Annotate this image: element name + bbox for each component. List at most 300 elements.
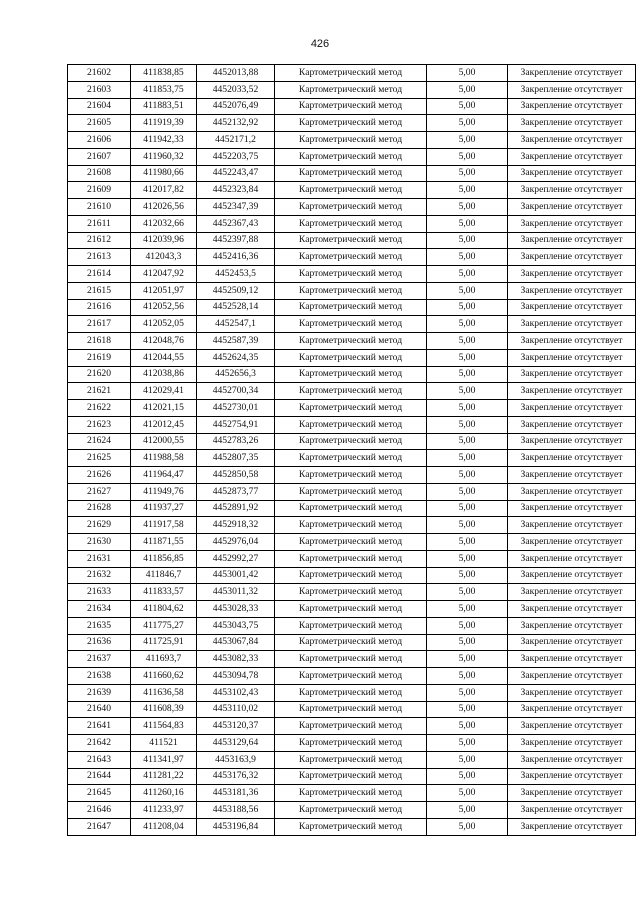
coordinates-table-body xyxy=(68,65,636,836)
accuracy-cell: 5,00 xyxy=(427,785,508,802)
y-coordinate-cell: 4453094,78 xyxy=(197,668,275,685)
x-coordinate-cell: 411838,85 xyxy=(131,65,197,82)
accuracy-cell: 5,00 xyxy=(427,751,508,768)
accuracy-cell: 5,00 xyxy=(427,400,508,417)
table-row xyxy=(68,65,636,82)
marking-cell: Закрепление отсутствует xyxy=(508,785,636,802)
marking-cell: Закрепление отсутствует xyxy=(508,199,636,216)
point-number-cell: 21626 xyxy=(68,467,131,484)
point-number-cell: 21629 xyxy=(68,517,131,534)
marking-cell: Закрепление отсутствует xyxy=(508,500,636,517)
accuracy-cell: 5,00 xyxy=(427,534,508,551)
x-coordinate-cell: 411919,39 xyxy=(131,115,197,132)
point-number-cell: 21637 xyxy=(68,651,131,668)
method-cell: Картометрический метод xyxy=(275,299,427,316)
method-cell: Картометрический метод xyxy=(275,366,427,383)
point-number-cell: 21605 xyxy=(68,115,131,132)
accuracy-cell: 5,00 xyxy=(427,115,508,132)
x-coordinate-cell: 411208,04 xyxy=(131,818,197,835)
y-coordinate-cell: 4452033,52 xyxy=(197,81,275,98)
x-coordinate-cell: 411964,47 xyxy=(131,467,197,484)
accuracy-cell: 5,00 xyxy=(427,450,508,467)
table-row xyxy=(68,383,636,400)
table-row xyxy=(68,416,636,433)
y-coordinate-cell: 4453043,75 xyxy=(197,617,275,634)
x-coordinate-cell: 412052,05 xyxy=(131,316,197,333)
method-cell: Картометрический метод xyxy=(275,132,427,149)
marking-cell: Закрепление отсутствует xyxy=(508,115,636,132)
accuracy-cell: 5,00 xyxy=(427,232,508,249)
method-cell: Картометрический метод xyxy=(275,249,427,266)
y-coordinate-cell: 4452347,39 xyxy=(197,199,275,216)
marking-cell: Закрепление отсутствует xyxy=(508,751,636,768)
method-cell: Картометрический метод xyxy=(275,182,427,199)
x-coordinate-cell: 411917,58 xyxy=(131,517,197,534)
marking-cell: Закрепление отсутствует xyxy=(508,584,636,601)
y-coordinate-cell: 4452587,39 xyxy=(197,333,275,350)
table-row xyxy=(68,333,636,350)
method-cell: Картометрический метод xyxy=(275,416,427,433)
table-row xyxy=(68,684,636,701)
point-number-cell: 21609 xyxy=(68,182,131,199)
x-coordinate-cell: 412000,55 xyxy=(131,433,197,450)
x-coordinate-cell: 411260,16 xyxy=(131,785,197,802)
y-coordinate-cell: 4452397,88 xyxy=(197,232,275,249)
y-coordinate-cell: 4453082,33 xyxy=(197,651,275,668)
method-cell: Картометрический метод xyxy=(275,349,427,366)
point-number-cell: 21622 xyxy=(68,400,131,417)
marking-cell: Закрепление отсутствует xyxy=(508,684,636,701)
y-coordinate-cell: 4452453,5 xyxy=(197,266,275,283)
method-cell: Картометрический метод xyxy=(275,383,427,400)
accuracy-cell: 5,00 xyxy=(427,266,508,283)
method-cell: Картометрический метод xyxy=(275,751,427,768)
accuracy-cell: 5,00 xyxy=(427,249,508,266)
point-number-cell: 21632 xyxy=(68,567,131,584)
y-coordinate-cell: 4452891,92 xyxy=(197,500,275,517)
method-cell: Картометрический метод xyxy=(275,517,427,534)
point-number-cell: 21617 xyxy=(68,316,131,333)
method-cell: Картометрический метод xyxy=(275,802,427,819)
point-number-cell: 21604 xyxy=(68,98,131,115)
point-number-cell: 21610 xyxy=(68,199,131,216)
table-row xyxy=(68,467,636,484)
point-number-cell: 21620 xyxy=(68,366,131,383)
table-row xyxy=(68,584,636,601)
marking-cell: Закрепление отсутствует xyxy=(508,818,636,835)
point-number-cell: 21606 xyxy=(68,132,131,149)
marking-cell: Закрепление отсутствует xyxy=(508,567,636,584)
y-coordinate-cell: 4452416,36 xyxy=(197,249,275,266)
accuracy-cell: 5,00 xyxy=(427,467,508,484)
marking-cell: Закрепление отсутствует xyxy=(508,550,636,567)
y-coordinate-cell: 4452754,91 xyxy=(197,416,275,433)
point-number-cell: 21639 xyxy=(68,684,131,701)
table-row xyxy=(68,81,636,98)
table-row xyxy=(68,802,636,819)
point-number-cell: 21645 xyxy=(68,785,131,802)
x-coordinate-cell: 412043,3 xyxy=(131,249,197,266)
x-coordinate-cell: 411608,39 xyxy=(131,701,197,718)
coordinates-table xyxy=(67,64,636,836)
point-number-cell: 21647 xyxy=(68,818,131,835)
point-number-cell: 21627 xyxy=(68,483,131,500)
method-cell: Картометрический метод xyxy=(275,148,427,165)
marking-cell: Закрепление отсутствует xyxy=(508,517,636,534)
x-coordinate-cell: 412029,41 xyxy=(131,383,197,400)
table-row xyxy=(68,165,636,182)
y-coordinate-cell: 4453102,43 xyxy=(197,684,275,701)
y-coordinate-cell: 4452547,1 xyxy=(197,316,275,333)
y-coordinate-cell: 4453176,32 xyxy=(197,768,275,785)
accuracy-cell: 5,00 xyxy=(427,718,508,735)
marking-cell: Закрепление отсутствует xyxy=(508,215,636,232)
marking-cell: Закрепление отсутствует xyxy=(508,534,636,551)
method-cell: Картометрический метод xyxy=(275,165,427,182)
table-row xyxy=(68,199,636,216)
accuracy-cell: 5,00 xyxy=(427,567,508,584)
marking-cell: Закрепление отсутствует xyxy=(508,735,636,752)
y-coordinate-cell: 4453163,9 xyxy=(197,751,275,768)
x-coordinate-cell: 411988,58 xyxy=(131,450,197,467)
method-cell: Картометрический метод xyxy=(275,232,427,249)
point-number-cell: 21623 xyxy=(68,416,131,433)
table-row xyxy=(68,316,636,333)
accuracy-cell: 5,00 xyxy=(427,617,508,634)
point-number-cell: 21619 xyxy=(68,349,131,366)
y-coordinate-cell: 4453129,64 xyxy=(197,735,275,752)
y-coordinate-cell: 4453001,42 xyxy=(197,567,275,584)
x-coordinate-cell: 412048,76 xyxy=(131,333,197,350)
method-cell: Картометрический метод xyxy=(275,735,427,752)
method-cell: Картометрический метод xyxy=(275,500,427,517)
marking-cell: Закрепление отсутствует xyxy=(508,232,636,249)
accuracy-cell: 5,00 xyxy=(427,282,508,299)
table-row xyxy=(68,668,636,685)
x-coordinate-cell: 411521 xyxy=(131,735,197,752)
point-number-cell: 21621 xyxy=(68,383,131,400)
method-cell: Картометрический метод xyxy=(275,467,427,484)
table-row xyxy=(68,634,636,651)
accuracy-cell: 5,00 xyxy=(427,818,508,835)
x-coordinate-cell: 412012,45 xyxy=(131,416,197,433)
accuracy-cell: 5,00 xyxy=(427,433,508,450)
table-row xyxy=(68,818,636,835)
x-coordinate-cell: 412052,56 xyxy=(131,299,197,316)
method-cell: Картометрический метод xyxy=(275,65,427,82)
x-coordinate-cell: 411833,57 xyxy=(131,584,197,601)
marking-cell: Закрепление отсутствует xyxy=(508,182,636,199)
marking-cell: Закрепление отсутствует xyxy=(508,634,636,651)
table-row xyxy=(68,500,636,517)
accuracy-cell: 5,00 xyxy=(427,132,508,149)
method-cell: Картометрический метод xyxy=(275,567,427,584)
x-coordinate-cell: 411942,33 xyxy=(131,132,197,149)
table-row xyxy=(68,534,636,551)
table-row xyxy=(68,249,636,266)
x-coordinate-cell: 411804,62 xyxy=(131,601,197,618)
marking-cell: Закрепление отсутствует xyxy=(508,701,636,718)
point-number-cell: 21625 xyxy=(68,450,131,467)
y-coordinate-cell: 4452873,77 xyxy=(197,483,275,500)
point-number-cell: 21603 xyxy=(68,81,131,98)
x-coordinate-cell: 411871,55 xyxy=(131,534,197,551)
accuracy-cell: 5,00 xyxy=(427,668,508,685)
marking-cell: Закрепление отсутствует xyxy=(508,299,636,316)
method-cell: Картометрический метод xyxy=(275,818,427,835)
table-row xyxy=(68,718,636,735)
marking-cell: Закрепление отсутствует xyxy=(508,132,636,149)
marking-cell: Закрепление отсутствует xyxy=(508,802,636,819)
method-cell: Картометрический метод xyxy=(275,668,427,685)
table-row xyxy=(68,751,636,768)
method-cell: Картометрический метод xyxy=(275,433,427,450)
x-coordinate-cell: 411636,58 xyxy=(131,684,197,701)
marking-cell: Закрепление отсутствует xyxy=(508,416,636,433)
method-cell: Картометрический метод xyxy=(275,701,427,718)
x-coordinate-cell: 412026,56 xyxy=(131,199,197,216)
table-row xyxy=(68,785,636,802)
point-number-cell: 21644 xyxy=(68,768,131,785)
method-cell: Картометрический метод xyxy=(275,534,427,551)
table-row xyxy=(68,768,636,785)
point-number-cell: 21641 xyxy=(68,718,131,735)
method-cell: Картометрический метод xyxy=(275,81,427,98)
marking-cell: Закрепление отсутствует xyxy=(508,768,636,785)
table-row xyxy=(68,617,636,634)
accuracy-cell: 5,00 xyxy=(427,500,508,517)
y-coordinate-cell: 4452976,04 xyxy=(197,534,275,551)
marking-cell: Закрепление отсутствует xyxy=(508,249,636,266)
accuracy-cell: 5,00 xyxy=(427,634,508,651)
method-cell: Картометрический метод xyxy=(275,651,427,668)
accuracy-cell: 5,00 xyxy=(427,802,508,819)
marking-cell: Закрепление отсутствует xyxy=(508,333,636,350)
table-row xyxy=(68,567,636,584)
method-cell: Картометрический метод xyxy=(275,282,427,299)
accuracy-cell: 5,00 xyxy=(427,65,508,82)
accuracy-cell: 5,00 xyxy=(427,517,508,534)
table-row xyxy=(68,483,636,500)
y-coordinate-cell: 4452132,92 xyxy=(197,115,275,132)
point-number-cell: 21613 xyxy=(68,249,131,266)
accuracy-cell: 5,00 xyxy=(427,333,508,350)
point-number-cell: 21643 xyxy=(68,751,131,768)
method-cell: Картометрический метод xyxy=(275,199,427,216)
marking-cell: Закрепление отсутствует xyxy=(508,148,636,165)
accuracy-cell: 5,00 xyxy=(427,483,508,500)
marking-cell: Закрепление отсутствует xyxy=(508,400,636,417)
y-coordinate-cell: 4452323,84 xyxy=(197,182,275,199)
marking-cell: Закрепление отсутствует xyxy=(508,617,636,634)
x-coordinate-cell: 411564,83 xyxy=(131,718,197,735)
point-number-cell: 21624 xyxy=(68,433,131,450)
marking-cell: Закрепление отсутствует xyxy=(508,282,636,299)
x-coordinate-cell: 412044,55 xyxy=(131,349,197,366)
table-row xyxy=(68,450,636,467)
x-coordinate-cell: 412032,66 xyxy=(131,215,197,232)
page-number: 426 xyxy=(310,38,330,50)
method-cell: Картометрический метод xyxy=(275,316,427,333)
method-cell: Картометрический метод xyxy=(275,584,427,601)
marking-cell: Закрепление отсутствует xyxy=(508,433,636,450)
method-cell: Картометрический метод xyxy=(275,400,427,417)
y-coordinate-cell: 4452700,34 xyxy=(197,383,275,400)
x-coordinate-cell: 411846,7 xyxy=(131,567,197,584)
accuracy-cell: 5,00 xyxy=(427,651,508,668)
method-cell: Картометрический метод xyxy=(275,333,427,350)
table-row xyxy=(68,132,636,149)
x-coordinate-cell: 411233,97 xyxy=(131,802,197,819)
y-coordinate-cell: 4452171,2 xyxy=(197,132,275,149)
method-cell: Картометрический метод xyxy=(275,785,427,802)
point-number-cell: 21646 xyxy=(68,802,131,819)
method-cell: Картометрический метод xyxy=(275,601,427,618)
x-coordinate-cell: 412047,92 xyxy=(131,266,197,283)
accuracy-cell: 5,00 xyxy=(427,735,508,752)
accuracy-cell: 5,00 xyxy=(427,316,508,333)
y-coordinate-cell: 4452850,58 xyxy=(197,467,275,484)
x-coordinate-cell: 411693,7 xyxy=(131,651,197,668)
marking-cell: Закрепление отсутствует xyxy=(508,601,636,618)
x-coordinate-cell: 411775,27 xyxy=(131,617,197,634)
point-number-cell: 21634 xyxy=(68,601,131,618)
x-coordinate-cell: 412017,82 xyxy=(131,182,197,199)
accuracy-cell: 5,00 xyxy=(427,299,508,316)
table-row xyxy=(68,232,636,249)
marking-cell: Закрепление отсутствует xyxy=(508,651,636,668)
x-coordinate-cell: 412038,86 xyxy=(131,366,197,383)
marking-cell: Закрепление отсутствует xyxy=(508,366,636,383)
accuracy-cell: 5,00 xyxy=(427,383,508,400)
point-number-cell: 21638 xyxy=(68,668,131,685)
y-coordinate-cell: 4452807,35 xyxy=(197,450,275,467)
y-coordinate-cell: 4453188,56 xyxy=(197,802,275,819)
y-coordinate-cell: 4452076,49 xyxy=(197,98,275,115)
accuracy-cell: 5,00 xyxy=(427,81,508,98)
marking-cell: Закрепление отсутствует xyxy=(508,65,636,82)
y-coordinate-cell: 4453028,33 xyxy=(197,601,275,618)
accuracy-cell: 5,00 xyxy=(427,349,508,366)
marking-cell: Закрепление отсутствует xyxy=(508,98,636,115)
method-cell: Картометрический метод xyxy=(275,483,427,500)
point-number-cell: 21612 xyxy=(68,232,131,249)
marking-cell: Закрепление отсутствует xyxy=(508,718,636,735)
point-number-cell: 21611 xyxy=(68,215,131,232)
accuracy-cell: 5,00 xyxy=(427,768,508,785)
accuracy-cell: 5,00 xyxy=(427,550,508,567)
accuracy-cell: 5,00 xyxy=(427,366,508,383)
y-coordinate-cell: 4452013,88 xyxy=(197,65,275,82)
table-row xyxy=(68,299,636,316)
y-coordinate-cell: 4453120,37 xyxy=(197,718,275,735)
table-row xyxy=(68,349,636,366)
marking-cell: Закрепление отсутствует xyxy=(508,383,636,400)
table-row xyxy=(68,366,636,383)
accuracy-cell: 5,00 xyxy=(427,416,508,433)
x-coordinate-cell: 411853,75 xyxy=(131,81,197,98)
accuracy-cell: 5,00 xyxy=(427,215,508,232)
x-coordinate-cell: 411937,27 xyxy=(131,500,197,517)
point-number-cell: 21615 xyxy=(68,282,131,299)
point-number-cell: 21608 xyxy=(68,165,131,182)
point-number-cell: 21640 xyxy=(68,701,131,718)
table-row xyxy=(68,400,636,417)
method-cell: Картометрический метод xyxy=(275,768,427,785)
y-coordinate-cell: 4452243,47 xyxy=(197,165,275,182)
table-row xyxy=(68,651,636,668)
x-coordinate-cell: 411660,62 xyxy=(131,668,197,685)
point-number-cell: 21642 xyxy=(68,735,131,752)
point-number-cell: 21628 xyxy=(68,500,131,517)
table-row xyxy=(68,148,636,165)
method-cell: Картометрический метод xyxy=(275,617,427,634)
method-cell: Картометрический метод xyxy=(275,266,427,283)
x-coordinate-cell: 411883,51 xyxy=(131,98,197,115)
y-coordinate-cell: 4452656,3 xyxy=(197,366,275,383)
marking-cell: Закрепление отсутствует xyxy=(508,668,636,685)
point-number-cell: 21631 xyxy=(68,550,131,567)
point-number-cell: 21633 xyxy=(68,584,131,601)
marking-cell: Закрепление отсутствует xyxy=(508,165,636,182)
y-coordinate-cell: 4453110,02 xyxy=(197,701,275,718)
y-coordinate-cell: 4453181,36 xyxy=(197,785,275,802)
point-number-cell: 21602 xyxy=(68,65,131,82)
marking-cell: Закрепление отсутствует xyxy=(508,467,636,484)
y-coordinate-cell: 4452783,26 xyxy=(197,433,275,450)
x-coordinate-cell: 411949,76 xyxy=(131,483,197,500)
table-row xyxy=(68,215,636,232)
y-coordinate-cell: 4452203,75 xyxy=(197,148,275,165)
y-coordinate-cell: 4452528,14 xyxy=(197,299,275,316)
marking-cell: Закрепление отсутствует xyxy=(508,316,636,333)
table-row xyxy=(68,115,636,132)
y-coordinate-cell: 4452509,12 xyxy=(197,282,275,299)
marking-cell: Закрепление отсутствует xyxy=(508,81,636,98)
point-number-cell: 21630 xyxy=(68,534,131,551)
x-coordinate-cell: 411725,91 xyxy=(131,634,197,651)
x-coordinate-cell: 412021,15 xyxy=(131,400,197,417)
method-cell: Картометрический метод xyxy=(275,634,427,651)
table-row xyxy=(68,266,636,283)
accuracy-cell: 5,00 xyxy=(427,684,508,701)
table-row xyxy=(68,701,636,718)
accuracy-cell: 5,00 xyxy=(427,584,508,601)
method-cell: Картометрический метод xyxy=(275,684,427,701)
point-number-cell: 21635 xyxy=(68,617,131,634)
x-coordinate-cell: 411980,66 xyxy=(131,165,197,182)
x-coordinate-cell: 411281,22 xyxy=(131,768,197,785)
y-coordinate-cell: 4452730,01 xyxy=(197,400,275,417)
y-coordinate-cell: 4452367,43 xyxy=(197,215,275,232)
marking-cell: Закрепление отсутствует xyxy=(508,349,636,366)
accuracy-cell: 5,00 xyxy=(427,199,508,216)
x-coordinate-cell: 411960,32 xyxy=(131,148,197,165)
table-row xyxy=(68,550,636,567)
method-cell: Картометрический метод xyxy=(275,98,427,115)
point-number-cell: 21616 xyxy=(68,299,131,316)
method-cell: Картометрический метод xyxy=(275,215,427,232)
y-coordinate-cell: 4453011,32 xyxy=(197,584,275,601)
accuracy-cell: 5,00 xyxy=(427,601,508,618)
table-row xyxy=(68,517,636,534)
y-coordinate-cell: 4452624,35 xyxy=(197,349,275,366)
method-cell: Картометрический метод xyxy=(275,115,427,132)
method-cell: Картометрический метод xyxy=(275,450,427,467)
x-coordinate-cell: 412039,96 xyxy=(131,232,197,249)
method-cell: Картометрический метод xyxy=(275,718,427,735)
table-row xyxy=(68,282,636,299)
